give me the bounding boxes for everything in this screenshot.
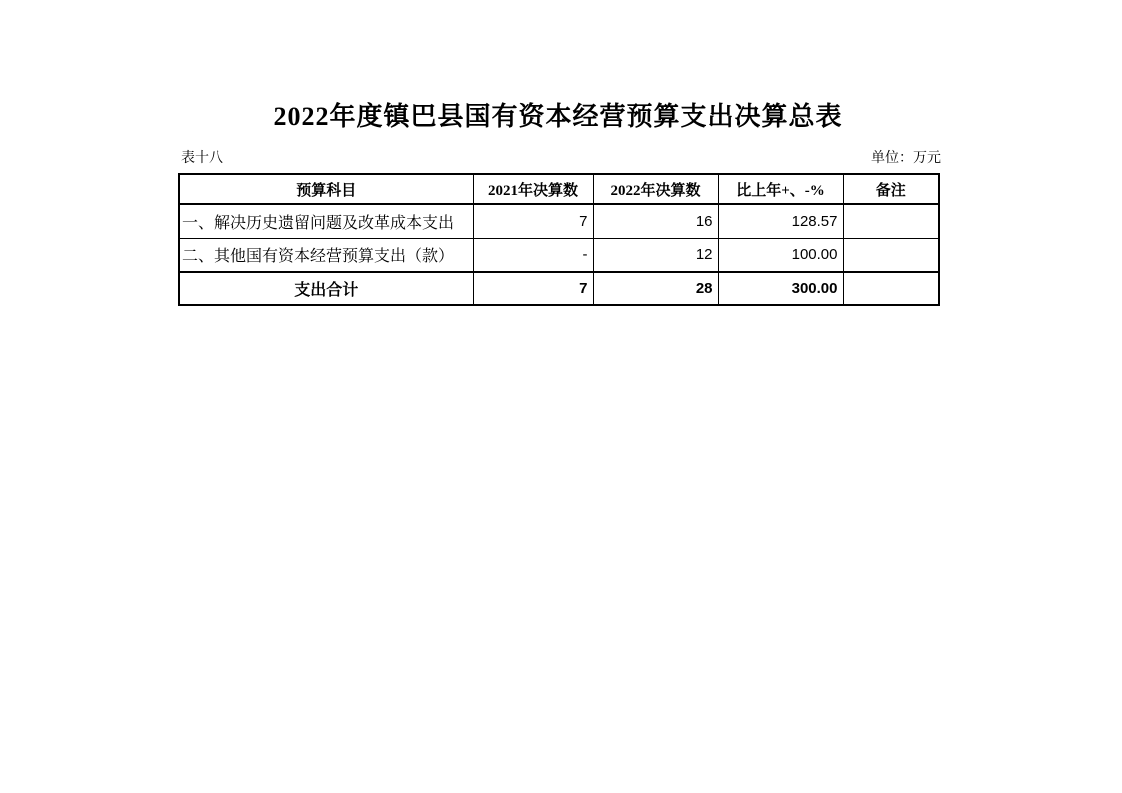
unit-label: 单位：万元	[871, 151, 941, 166]
budget-table	[178, 173, 940, 306]
table-number-label: 表十八	[181, 151, 223, 166]
col-header-final-2021: 2021年决算数	[473, 174, 593, 204]
col-header-subject: 预算科目	[179, 174, 473, 204]
col-header-final-2022: 2022年决算数	[593, 174, 718, 204]
col-header-note: 备注	[843, 174, 939, 204]
total-row	[179, 272, 939, 305]
row-subject: 二、其他国有资本经营预算支出（款）	[179, 238, 473, 272]
row-change-pct: 128.57	[718, 204, 843, 238]
row-subject: 一、解决历史遗留问题及改革成本支出	[179, 204, 473, 238]
row-final-2022: 12	[593, 238, 718, 272]
table-meta-row	[181, 149, 941, 169]
row-note	[843, 238, 939, 272]
row-final-2021: -	[473, 238, 593, 272]
table-row	[179, 238, 939, 272]
page-title: 2022年度镇巴县国有资本经营预算支出决算总表	[273, 102, 843, 131]
total-final-2022: 28	[593, 272, 718, 305]
total-change-pct: 300.00	[718, 272, 843, 305]
row-change-pct: 100.00	[718, 238, 843, 272]
total-final-2021: 7	[473, 272, 593, 305]
total-note	[843, 272, 939, 305]
table-header-row	[179, 174, 939, 204]
table-row	[179, 204, 939, 238]
row-final-2022: 16	[593, 204, 718, 238]
col-header-change-pct: 比上年+、-%	[718, 174, 843, 204]
total-subject: 支出合计	[179, 272, 473, 305]
row-final-2021: 7	[473, 204, 593, 238]
row-note	[843, 204, 939, 238]
